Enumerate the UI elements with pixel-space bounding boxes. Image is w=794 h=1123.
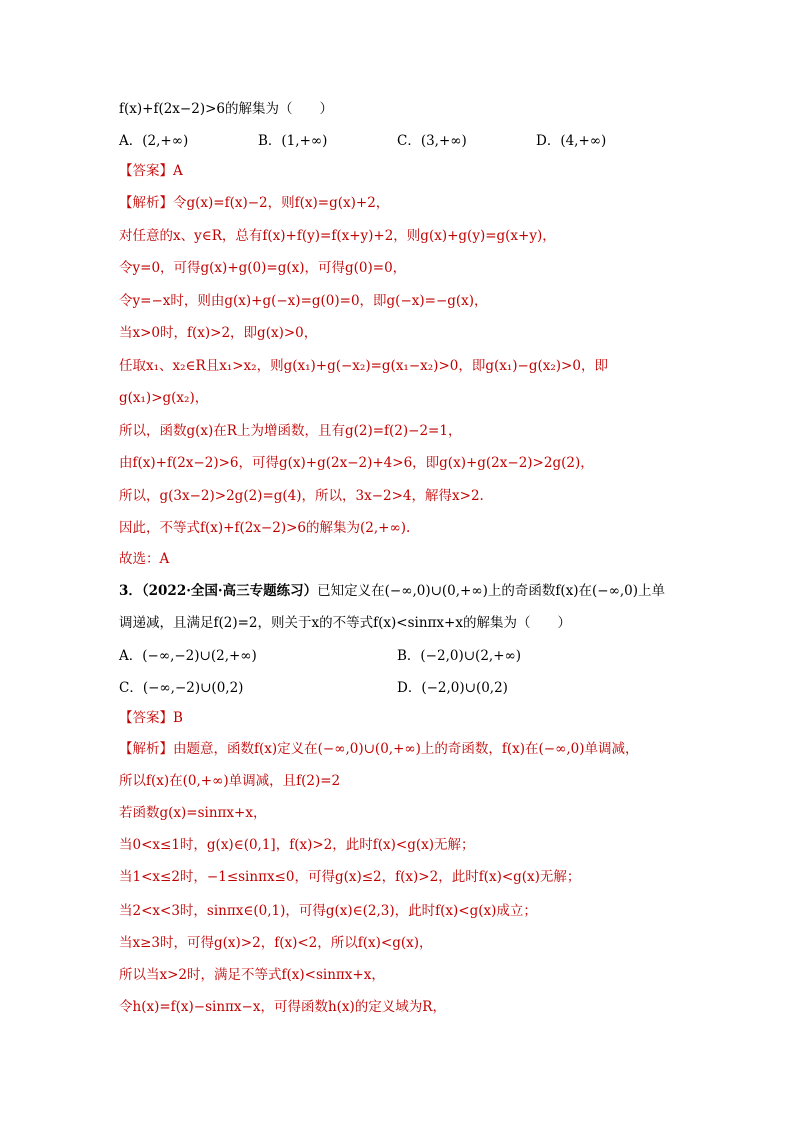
q2-option-b: B．(1,+∞): [258, 133, 328, 149]
q3-option-b: B．(−2,0)∪(2,+∞): [397, 648, 522, 664]
q2-analysis-line: 所以，函数g(x)在R上为增函数，且有g(2)=f(2)−2=1，: [119, 423, 462, 439]
q2-analysis-line: 因此，不等式f(x)+f(2x−2)>6的解集为(2,+∞).: [119, 520, 411, 536]
q3-option-c: C．(−∞,−2)∪(0,2): [119, 680, 244, 696]
q2-analysis-line: 由f(x)+f(2x−2)>6，可得g(x)+g(2x−2)+4>6，即g(x)+g(2x−2)>2g(2)，: [119, 455, 594, 471]
q2-option-c: C．(3,+∞): [397, 133, 467, 149]
q3-analysis-line: 所以f(x)在(0,+∞)单调减，且f(2)=2: [119, 773, 341, 789]
q3-analysis-line: 若函数g(x)=sinπx+x，: [119, 805, 267, 821]
q3-option-d: D．(−2,0)∪(0,2): [397, 680, 508, 696]
q2-stem-tail: f(x)+f(2x−2)>6的解集为（ ）: [119, 101, 333, 117]
q2-analysis-line: 令y=0，可得g(x)+g(0)=g(x)，可得g(0)=0，: [119, 260, 407, 276]
q2-analysis-line: 【解析】令g(x)=f(x)−2，则f(x)=g(x)+2，: [119, 195, 390, 211]
q2-answer: 【答案】A: [119, 163, 183, 179]
q2-analysis-line: 令y=−x时，则由g(x)+g(−x)=g(0)=0，即g(−x)=−g(x)，: [119, 293, 488, 309]
q2-analysis-line: 所以，g(3x−2)>2g(2)=g(4)，所以，3x−2>4，解得x>2.: [119, 488, 484, 504]
q3-analysis-line: 当2<x<3时，sinπx∈(0,1)，可得g(x)∈(2,3)，此时f(x)<g(x)成立；: [119, 903, 537, 919]
q2-analysis-line: 对任意的x、y∈R，总有f(x)+f(y)=f(x+y)+2，则g(x)+g(y)=g(x+y)，: [119, 228, 556, 244]
q3-answer: 【答案】B: [119, 710, 183, 726]
q3-analysis-line: 当1<x≤2时，−1≤sinπx≤0，可得g(x)≤2，f(x)>2，此时f(x)<g(x)无解；: [119, 869, 581, 885]
q3-analysis-line: 当0<x≤1时，g(x)∈(0,1]，f(x)>2，此时f(x)<g(x)无解；: [119, 837, 475, 853]
q2-option-d: D．(4,+∞): [536, 133, 607, 149]
q3-analysis-line: 令h(x)=f(x)−sinπx−x，可得函数h(x)的定义域为R，: [119, 999, 446, 1015]
q2-analysis-line: 当x>0时，f(x)>2，即g(x)>0，: [119, 325, 318, 341]
q3-source: 3．（2022·全国·高三专题练习）: [119, 583, 318, 599]
q3-stem-line-1: [119, 582, 665, 600]
q2-analysis-line: 任取x₁、x₂∈R且x₁>x₂，则g(x₁)+g(−x₂)=g(x₁−x₂)>0，即g(x₁)−g(x₂)>0，即: [119, 358, 608, 374]
q3-option-a: A．(−∞,−2)∪(2,+∞): [119, 648, 257, 664]
q3-analysis-line: 所以当x>2时，满足不等式f(x)<sinπx+x，: [119, 967, 385, 983]
q2-option-a: A．(2,+∞): [119, 133, 189, 149]
q3-stem-line-2: 调递减，且满足f(2)=2，则关于x的不等式f(x)<sinπx+x的解集为（ ）: [119, 615, 571, 631]
q2-analysis-line: 故选：A: [119, 551, 170, 567]
q3-analysis-line: 当x≥3时，可得g(x)>2，f(x)<2，所以f(x)<g(x)，: [119, 935, 433, 951]
q3-analysis-line: 【解析】由题意，函数f(x)定义在(−∞,0)∪(0,+∞)上的奇函数，f(x)在(−∞,0)单调减，: [119, 741, 639, 757]
q2-analysis-line: g(x₁)>g(x₂)，: [119, 390, 209, 406]
q3-stem-text: 已知定义在(−∞,0)∪(0,+∞)上的奇函数f(x)在(−∞,0)上单: [317, 583, 665, 599]
